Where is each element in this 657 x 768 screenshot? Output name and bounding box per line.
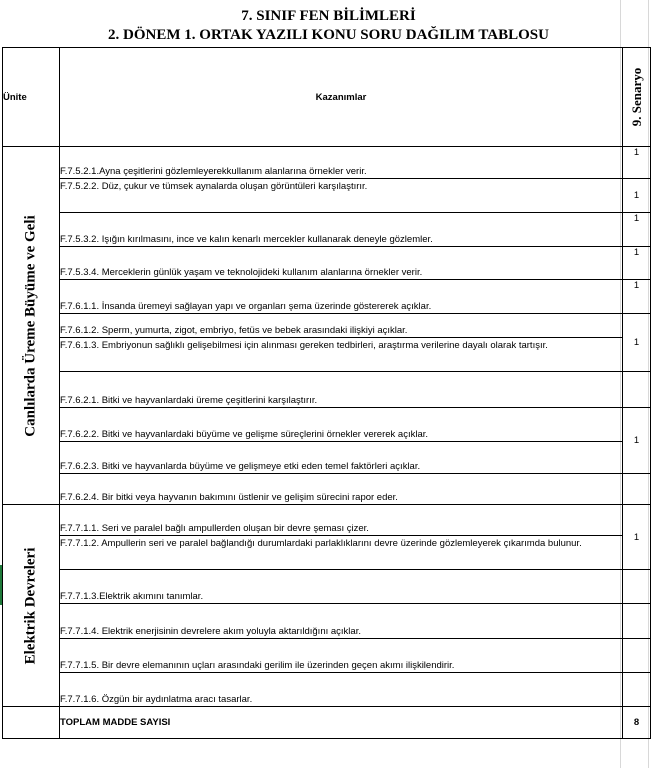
table-row: F.7.6.2.4. Bir bitki veya hayvanın bakımını üstlenir ve gelişim sürecini rapor eder.	[60, 474, 623, 505]
count-cell	[623, 570, 651, 604]
table-row: F.7.7.1.1. Seri ve paralel bağlı ampullerden oluşan bir devre şeması çizer.	[60, 505, 623, 536]
count-cell	[623, 639, 651, 673]
table-row: F.7.7.1.2. Ampullerin seri ve paralel bağlandığı durumlardaki parlaklıklarını devre üzerinde gözlemleyerek çıkarımda bulunur.	[60, 536, 623, 570]
total-unit-cell	[3, 707, 60, 739]
unit-cell-reproduction	[3, 147, 60, 505]
distribution-table	[2, 47, 651, 739]
count-cell	[623, 604, 651, 639]
total-label: TOPLAM MADDE SAYISI	[60, 707, 623, 739]
table-row: F.7.7.1.4. Elektrik enerjisinin devrelere akım yoluyla aktarıldığını açıklar.	[60, 604, 623, 639]
count-cell	[623, 474, 651, 505]
total-value: 8	[623, 707, 651, 739]
count-cell: 1	[623, 213, 651, 247]
table-row: F.7.6.1.2. Sperm, yumurta, zigot, embriyo, fetüs ve bebek arasındaki ilişkiyi açıklar.	[60, 314, 623, 338]
table-row: F.7.5.3.2. Işığın kırılmasını, ince ve kalın kenarlı mercekler kullanarak deneyle gözlemler.	[60, 213, 623, 247]
count-cell: 1	[623, 280, 651, 314]
table-row: F.7.6.1.1. İnsanda üremeyi sağlayan yapı ve organları şema üzerinde göstererek açıklar.	[60, 280, 623, 314]
count-cell: 1	[623, 505, 651, 570]
table-row: F.7.6.1.3. Embriyonun sağlıklı gelişebilmesi için alınması gereken tedbirleri, araştırma verilerine dayalı olarak tartışır.	[60, 338, 623, 372]
table-row: F.7.7.1.3.Elektrik akımını tanımlar.	[60, 570, 623, 604]
count-cell: 1	[623, 247, 651, 280]
header-senaryo	[623, 48, 651, 147]
count-cell: 1	[623, 147, 651, 179]
count-cell	[623, 673, 651, 707]
count-cell: 1	[623, 408, 651, 474]
table-row: F.7.7.1.5. Bir devre elemanının uçları arasındaki gerilim ile üzerinden geçen akımı ilişkilendirir.	[60, 639, 623, 673]
table-row: F.7.6.2.1. Bitki ve hayvanlardaki üreme çeşitlerini karşılaştırır.	[60, 372, 623, 408]
header-unite: Ünite	[3, 48, 60, 147]
count-cell: 1	[623, 314, 651, 372]
count-cell: 1	[623, 179, 651, 213]
header-kazanimlar: Kazanımlar	[60, 48, 623, 147]
table-row: F.7.6.2.3. Bitki ve hayvanlarda büyüme ve gelişmeye etki eden temel faktörleri açıklar.	[60, 442, 623, 474]
table-row: F.7.5.3.4. Merceklerin günlük yaşam ve teknolojideki kullanım alanlarına örnekler verir.	[60, 247, 623, 280]
table-row: F.7.5.2.2. Düz, çukur ve tümsek aynalarda oluşan görüntüleri karşılaştırır.	[60, 179, 623, 213]
table-row: F.7.7.1.6. Özgün bir aydınlatma aracı tasarlar.	[60, 673, 623, 707]
sheet-edge-marker	[0, 565, 2, 605]
count-cell	[623, 372, 651, 408]
header-senaryo-label: 9. Senaryo	[628, 67, 644, 127]
document-subtitle: 2. DÖNEM 1. ORTAK YAZILI KONU SORU DAĞILIM TABLOSU	[108, 27, 549, 43]
unit-cell-electric	[3, 505, 60, 707]
table-row: F.7.6.2.2. Bitki ve hayvanlardaki büyüme ve gelişme süreçlerini örnekler vererek açıklar.	[60, 408, 623, 442]
table-row: F.7.5.2.1.Ayna çeşitlerini gözlemleyerekkullanım alanlarına örnekler verir.	[60, 147, 623, 179]
unit-name: Canlılarda Üreme Büyüme ve Geli	[22, 214, 39, 437]
unit-name: Elektrik Devreleri	[22, 547, 39, 664]
document-title: 7. SINIF FEN BİLİMLERİ	[241, 8, 416, 24]
